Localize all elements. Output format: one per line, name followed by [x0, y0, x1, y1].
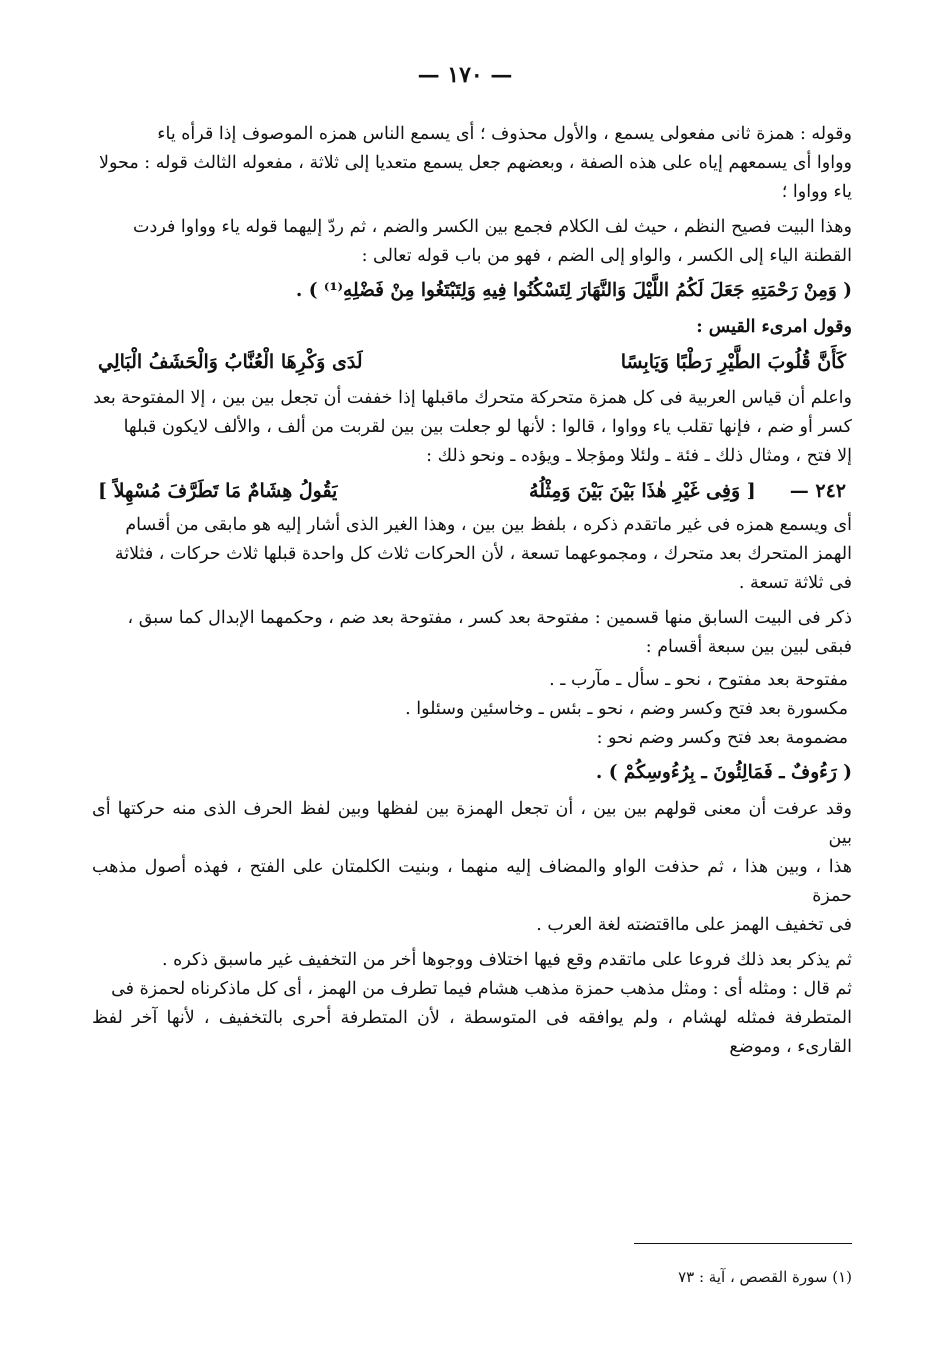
text-line: وقوله : همزة ثانى مفعولى يسمع ، والأول محذوف ؛ أى يسمع الناس همزه الموصوف إذا قرأه ياء [157, 124, 852, 144]
text-line: وهذا البيت فصيح النظم ، حيث لف الكلام فجمع بين الكسر والضم ، ثم ردّ إليهما قوله ياء وواوا فردت [133, 217, 852, 237]
text-line: واعلم أن قياس العربية فى كل همزة متحركة متحرك ماقبلها إذا خففت أن تجعل بين بين ، إلا المفتوحة بعد [93, 388, 852, 408]
text-line: فبقى لبين بين سبعة أقسام : [645, 637, 852, 657]
text-line: فى ثلاثة تسعة . [738, 573, 852, 593]
text-line: ثم يذكر بعد ذلك فروعا على ماتقدم وقع فيها اختلاف ووجوها أخر من التخفيف غير ماسبق ذكره . [162, 950, 852, 970]
paragraph-qiyas [92, 384, 852, 471]
verse-first-part [529, 471, 846, 511]
imru-intro: وقول امرىء القيس : [696, 317, 852, 337]
paragraph-qal [92, 975, 852, 1062]
text-line: فى تخفيف الهمز على مااقتضته لغة العرب . [536, 915, 852, 935]
text-line: إلا فتح ، ومثال ذلك ـ فئة ـ ولئلا ومؤجلا ـ ويؤده ـ ونحو ذلك : [426, 446, 852, 466]
paragraph-explain [92, 511, 852, 598]
footnote: (١) سورة القصص ، آية : ٧٣ [678, 1268, 852, 1286]
footnote-divider [634, 1243, 852, 1244]
paragraph-then [92, 946, 852, 975]
hemistich-first: [ وَفِى غَيْرِ هٰذَا بَيْنَ بَيْنَ وَمِثْلُهُ [529, 480, 756, 502]
text-line: الهمز المتحرك بعد متحرك ، ومجموعهما تسعة ، لأن الحركات ثلاث كل واحدة قبلها ثلاث حركات ، فثلاثة [114, 544, 852, 564]
text-line: ياء وواوا ؛ [781, 182, 852, 202]
quran-verse: ( وَمِنْ رَحْمَتِهِ جَعَلَ لَكُمُ اللَّيْلَ وَالنَّهَارَ لِتَسْكُنُوا فِيهِ وَلِتَبْتَغُوا مِنْ فَضْلِهِ⁽¹⁾ ) . [295, 280, 852, 301]
text-line: المتطرفة فمثله لهشام ، ولم يوافقه فى المتوسطة ، لأن المتطرفة أحرى بالتخفيف ، لأنها آخر لفظ القارىء ، وموضع [92, 1008, 852, 1057]
text-line: وقد عرفت أن معنى قولهم بين بين ، أن تجعل الهمزة بين لفظها وبين لفظ الحرف الذى منه حركتها أى بين [92, 799, 852, 848]
numbered-verse [92, 471, 852, 511]
page-number: — ١٧٠ — [417, 62, 513, 88]
list-item: مكسورة بعد فتح وكسر وضم ، نحو ـ بئس ـ وخاسئين وسئلوا . [405, 699, 848, 719]
paragraph-qawluhu [92, 120, 852, 207]
hemistich-first: كَأَنَّ قُلُوبَ الطَّيْرِ رَطْبًا وَيَابِسًا [620, 351, 846, 373]
text-line: أى ويسمع همزه فى غير ماتقدم ذكره ، بلفظ بين بين ، وهذا الغير الذى أشار إليه هو مابقى من أقسام [125, 515, 852, 535]
sections-list [92, 666, 852, 753]
paragraph-meaning [92, 795, 852, 940]
hemistich-second: لَدَى وَكْرِهَا الْعُنَّابُ وَالْحَشَفُ الْبَالِي [98, 351, 363, 373]
text-line: كسر أو ضم ، فإنها تقلب ياء وواوا ، قالوا : لأنها لو جعلت بين بين لقربت من ألف ، والألف لايكون قبلها [123, 417, 852, 437]
verse-number: ٢٤٢ — [789, 480, 846, 502]
text-line: هذا ، وبين هذا ، ثم حذفت الواو والمضاف إليه منهما ، وبنيت الكلمتان على الفتح ، فهذه أصول مذهب حمزة [92, 857, 852, 906]
list-item: مفتوحة بعد مفتوح ، نحو ـ سأل ـ مآرب ـ . [549, 670, 848, 690]
quran-verse: ( رَءُوفٌ ـ فَمَالِئُونَ ـ بِرُءُوسِكُمْ ) . [595, 762, 852, 783]
text-line: ثم قال : ومثله أى : ومثل مذهب حمزة مذهب هشام فيما تطرف من الهمز ، أى كل ماذكرناه لحمزة فى [111, 979, 852, 999]
imru-verse [92, 342, 852, 382]
text-line: وواوا أى يسمعهم إياه على هذه الصفة ، وبعضهم جعل يسمع متعديا إلى ثلاثة ، مفعوله الثالث قوله : محولا [99, 153, 852, 173]
list-item: مضمومة بعد فتح وكسر وضم نحو : [596, 728, 848, 748]
paragraph-bayt [92, 213, 852, 271]
hemistich-second: يَقُولُ هِشَامٌ مَا تَطَرَّفَ مُسْهِلاً ] [98, 480, 338, 502]
text-line: القطنة الياء إلى الكسر ، والواو إلى الضم ، فهو من باب قوله تعالى : [361, 246, 852, 266]
paragraph-sections [92, 604, 852, 662]
body-text [92, 120, 852, 1062]
text-line: ذكر فى البيت السابق منها قسمين : مفتوحة بعد كسر ، مفتوحة بعد ضم ، وحكمهما الإبدال كما سبق ، [127, 608, 852, 628]
